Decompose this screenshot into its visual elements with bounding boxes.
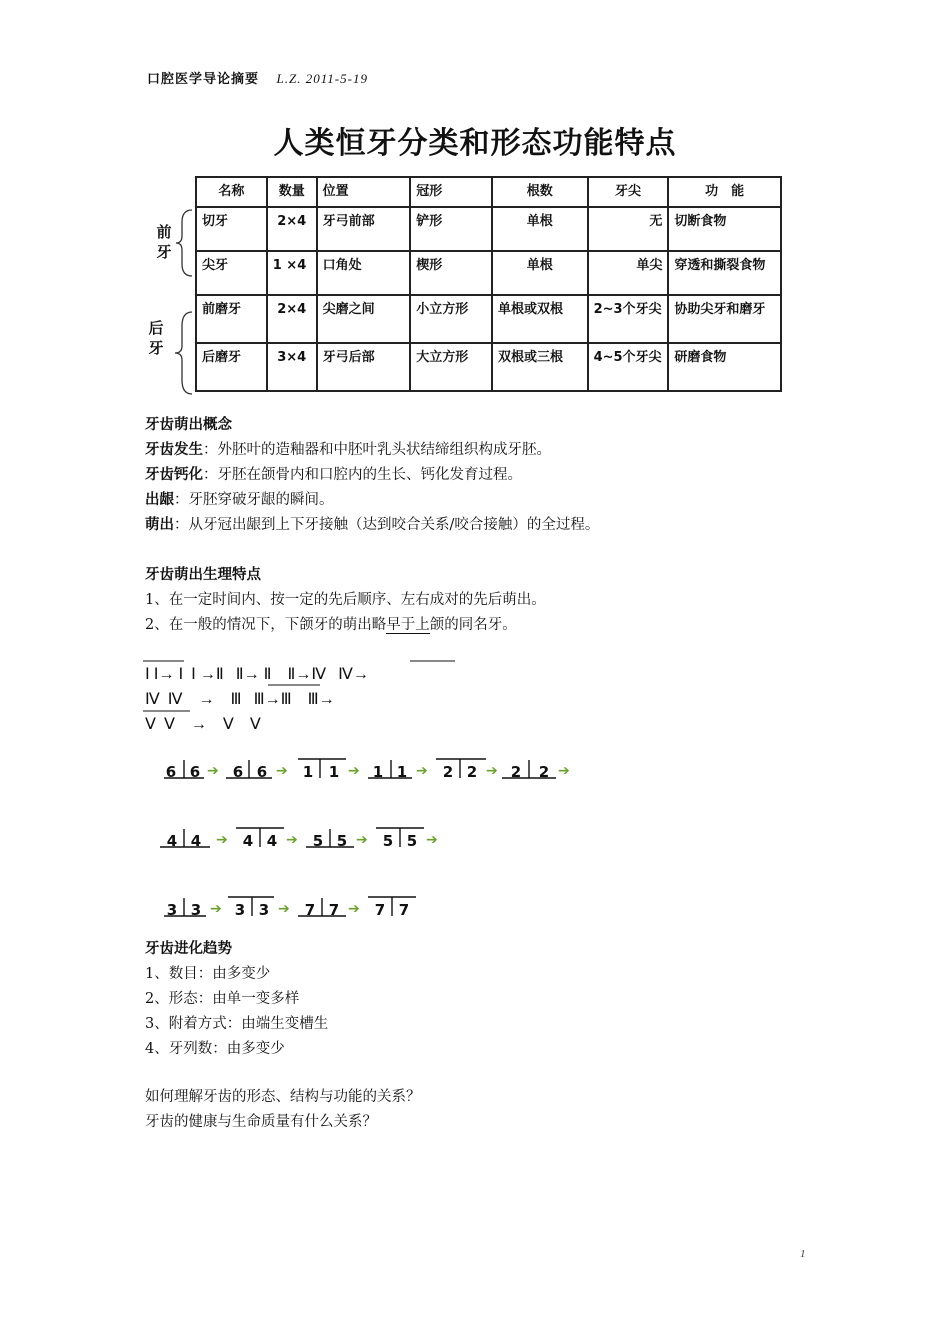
tooth-number: 3 [190,901,202,919]
definition-line [145,438,599,463]
definition-term: 牙齿发生 [145,442,203,458]
list-item: 3、附着方式：由端生变槽生 [145,1016,329,1032]
page-title: 人类恒牙分类和形态功能特点 [273,126,677,161]
table-cell: 单尖 [588,251,669,295]
tooth-number: 2 [442,763,454,781]
tooth-number: 5 [406,832,418,850]
eruption-concept-section [145,413,599,538]
author-signature: L.Z. 2011-5-19 [276,71,368,86]
tooth-number: 4 [166,832,178,850]
tooth-number: 2 [510,763,522,781]
definition-text: ：外胚叶的造釉器和中胚叶乳头状结缔组织构成牙胚。 [203,442,551,458]
list-item: 4、牙列数：由多变少 [145,1041,285,1057]
section-heading: 牙齿萌出概念 [145,417,232,433]
table-cell: 切断食物 [668,207,781,251]
question-line: 牙齿的健康与生命质量有什么关系？ [145,1114,377,1130]
table-cell: 小立方形 [410,295,492,343]
table-cell: 口角处 [317,251,411,295]
evolution-section [145,937,328,1062]
tooth-number: 6 [232,763,244,781]
table-cell: 3×4 [267,343,317,391]
section-heading: 牙齿进化趋势 [145,941,232,957]
table-cell: 大立方形 [410,343,492,391]
questions-section [145,1085,421,1135]
table-cell: 尖磨之间 [317,295,411,343]
column-header: 位置 [317,177,411,207]
table-cell: 2×4 [267,207,317,251]
list-item: 2、形态：由单一变多样 [145,991,300,1007]
overline-marks [140,658,500,730]
table-row [196,207,781,251]
tooth-number: 6 [165,763,177,781]
table-cell: 前磨牙 [196,295,267,343]
table-cell: 楔形 [410,251,492,295]
tooth-number: 2 [466,763,478,781]
table-header-row [196,177,781,207]
arrow-icon: ➔ [216,832,228,848]
table-cell: 铲形 [410,207,492,251]
tooth-number: 4 [190,832,202,850]
arrow-icon: ➔ [486,763,498,779]
tooth-number: 7 [374,901,386,919]
tooth-number: 7 [328,901,340,919]
tooth-number: 6 [256,763,268,781]
definition-term: 萌出 [145,517,174,533]
eruption-traits-section [145,563,546,638]
table-row [196,251,781,295]
definition-line [145,513,599,538]
tooth-number: 5 [382,832,394,850]
tooth-number: 2 [538,763,550,781]
arrow-icon: ➔ [348,763,360,779]
tooth-number: 7 [304,901,316,919]
arrow-icon: ➔ [356,832,368,848]
table-cell: 牙弓前部 [317,207,411,251]
trait-line: 2、在一般的情况下，下颌牙的萌出略早于上颌的同名牙。 [145,617,517,633]
table-cell: 无 [588,207,669,251]
definition-line [145,488,599,513]
table-cell: 2×4 [267,295,317,343]
table-cell: 尖牙 [196,251,267,295]
definition-text: ：从牙冠出龈到上下牙接触（达到咬合关系/咬合接触）的全过程。 [174,517,600,533]
table-cell: 切牙 [196,207,267,251]
table-cell: 单根或双根 [492,295,588,343]
table-cell: 单根 [492,251,588,295]
section-heading: 牙齿萌出生理特点 [145,567,261,583]
table-cell: 单根 [492,207,588,251]
column-header: 数量 [267,177,317,207]
table-cell: 穿透和撕裂食物 [668,251,781,295]
tooth-number: 5 [312,832,324,850]
table-row [196,295,781,343]
arrow-icon: ➔ [207,763,219,779]
tooth-number: 6 [189,763,201,781]
arrow-icon: ➔ [286,832,298,848]
column-header: 功 能 [668,177,781,207]
table-cell: 双根或三根 [492,343,588,391]
roman-sequence-line: Ⅳ Ⅳ → Ⅲ Ⅲ→Ⅲ Ⅲ→ [145,691,335,708]
table-cell: 1 ×4 [267,251,317,295]
tooth-number: 3 [258,901,270,919]
tooth-number: 1 [302,763,314,781]
page-number: 1 [800,1248,806,1260]
list-item: 1、数目：由多变少 [145,966,271,982]
arrow-icon: ➔ [416,763,428,779]
arrow-icon: ➔ [210,901,222,917]
tooth-number: 3 [234,901,246,919]
trait-line: 1、在一定时间内、按一定的先后顺序、左右成对的先后萌出。 [145,592,546,608]
tooth-number: 1 [328,763,340,781]
question-line: 如何理解牙齿的形态、结构与功能的关系？ [145,1089,421,1105]
course-title: 口腔医学导论摘要 [147,72,260,87]
definition-text: ：牙胚穿破牙龈的瞬间。 [174,492,334,508]
table-cell: 2~3个牙尖 [588,295,669,343]
arrow-icon: ➔ [348,901,360,917]
arrow-icon: ➔ [558,763,570,779]
table-cell: 牙弓后部 [317,343,411,391]
roman-sequence-line: Ⅰ Ⅰ→ Ⅰ Ⅰ →Ⅱ Ⅱ→ Ⅱ Ⅱ→Ⅳ Ⅳ→ [145,666,369,683]
table-cell: 后磨牙 [196,343,267,391]
tooth-number: 4 [266,832,278,850]
table-cell: 协助尖牙和磨牙 [668,295,781,343]
tooth-number: 4 [242,832,254,850]
arrow-icon: ➔ [276,763,288,779]
column-header: 根数 [492,177,588,207]
column-header: 名称 [196,177,267,207]
column-header: 牙尖 [588,177,669,207]
teeth-table [195,176,782,392]
definition-text: ：牙胚在颌骨内和口腔内的生长、钙化发育过程。 [203,467,522,483]
tooth-number: 7 [398,901,410,919]
brace-icon [172,310,194,396]
brace-icon [174,208,194,278]
arrow-icon: ➔ [278,901,290,917]
table-cell: 4~5个牙尖 [588,343,669,391]
tooth-number: 1 [396,763,408,781]
arrow-icon: ➔ [426,832,438,848]
table-row [196,343,781,391]
definition-term: 牙齿钙化 [145,467,203,483]
definition-line [145,463,599,488]
tooth-number: 1 [372,763,384,781]
group-label-front: 前牙 [156,223,172,261]
page-header [147,68,368,87]
group-label-back: 后牙 [148,319,164,357]
column-header: 冠形 [410,177,492,207]
definition-term: 出龈 [145,492,174,508]
roman-sequence-line: Ⅴ Ⅴ → Ⅴ Ⅴ [145,716,261,733]
tooth-number: 3 [166,901,178,919]
table-cell: 研磨食物 [668,343,781,391]
tooth-number: 5 [336,832,348,850]
